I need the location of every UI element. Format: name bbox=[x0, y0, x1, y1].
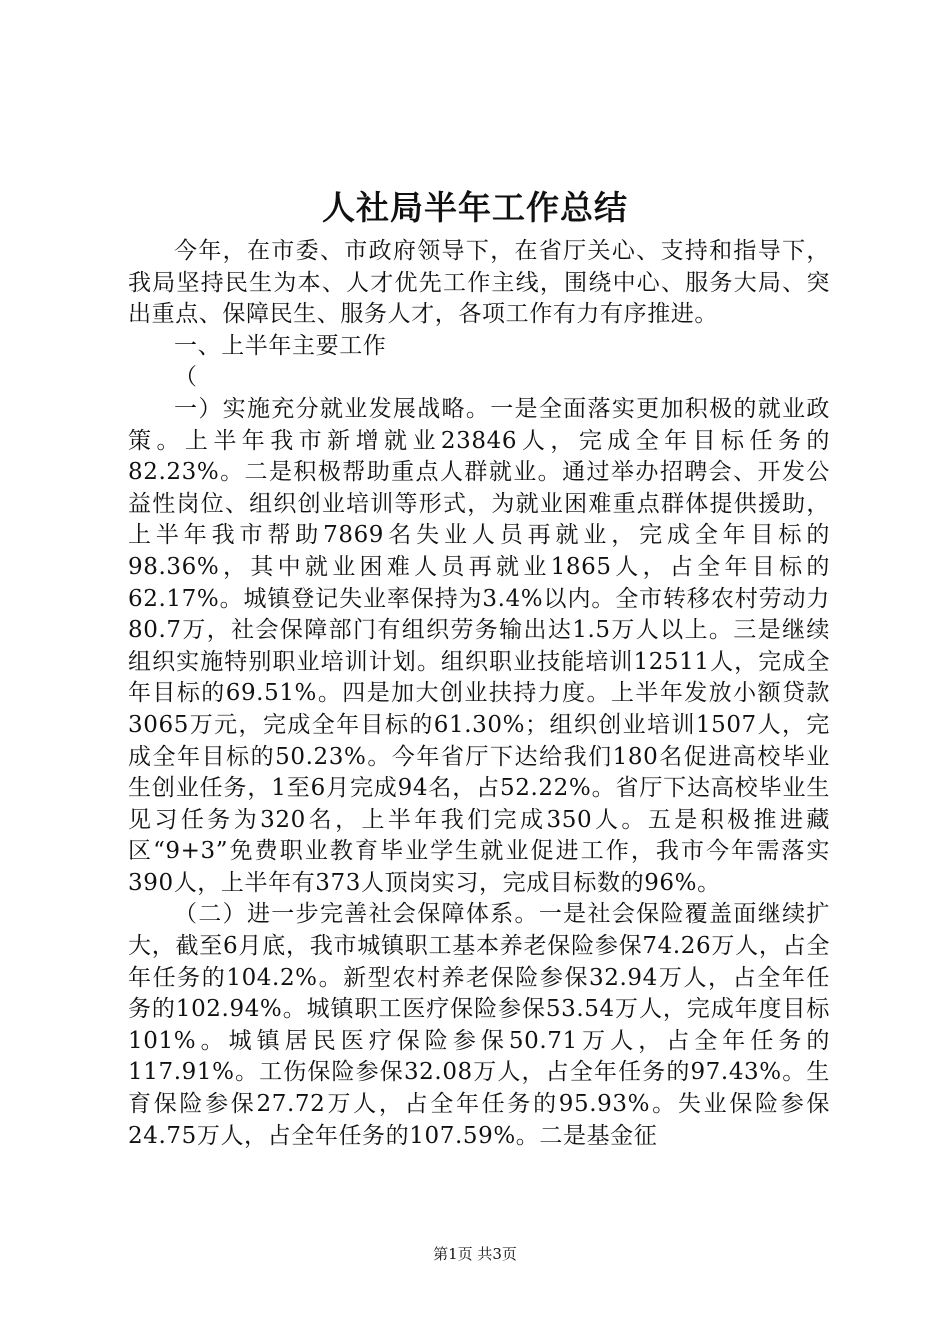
open-parenthesis-line: （ bbox=[174, 364, 198, 391]
section-heading: 一、上半年主要工作 bbox=[174, 332, 387, 359]
document-title: 人社局半年工作总结 bbox=[322, 188, 628, 227]
page-footer: 第1页 共3页 bbox=[433, 1245, 517, 1263]
employment-paragraph: 一）实施充分就业发展战略。一是全面落实更加积极的就业政策。上半年我市新增就业23846人，完成全年目标任务的82.23%。二是积极帮助重点人群就业。通过举办招聘会、开发公益性岗位、组织创业培训等形式，为就业困难重点群体提供援助，上半年我市帮助7869名失业人员再就业，完成全年目标的98.36%，其中就业困难人员再就业1865人，占全年目标的62.17%。城镇登记失业率保持为3.4%以内。全市转移农村劳动力80.7万，社会保障部门有组织劳务输出达1.5万人以上。三是继续组织实施特别职业培训计划。组织职业技能培训12511人，完成全年目标的69.51%。四是加大创业扶持力度。上半年发放小额贷款3065万元，完成全年目标的61.30%；组织创业培训1507人，完成全年目标的50.23%。今年省厅下达给我们180名促进高校毕业生创业任务，1至6月完成94名，占52.22%。省厅下达高校毕业生见习任务为320名，上半年我们完成350人。五是积极推进藏区“9+3”免费职业教育毕业学生就业促进工作，我市今年需落实390人，上半年有373人顶岗实习，完成目标数的96%。 bbox=[128, 395, 830, 896]
intro-paragraph: 今年，在市委、市政府领导下，在省厅关心、支持和指导下，我局坚持民生为本、人才优先工作主线，围绕中心、服务大局、突出重点、保障民生、服务人才，各项工作有力有序推进。 bbox=[128, 238, 830, 328]
document-body bbox=[128, 236, 830, 1152]
social-security-paragraph: （二）进一步完善社会保障体系。一是社会保险覆盖面继续扩大，截至6月底，我市城镇职工基本养老保险参保74.26万人，占全年任务的104.2%。新型农村养老保险参保32.94万人，占全年任务的102.94%。城镇职工医疗保险参保53.54万人，完成年度目标101%。城镇居民医疗保险参保50.71万人，占全年任务的117.91%。工伤保险参保32.08万人，占全年任务的97.43%。生育保险参保27.72万人，占全年任务的95.93%。失业保险参保24.75万人，占全年任务的107.59%。二是基金征 bbox=[128, 901, 830, 1149]
